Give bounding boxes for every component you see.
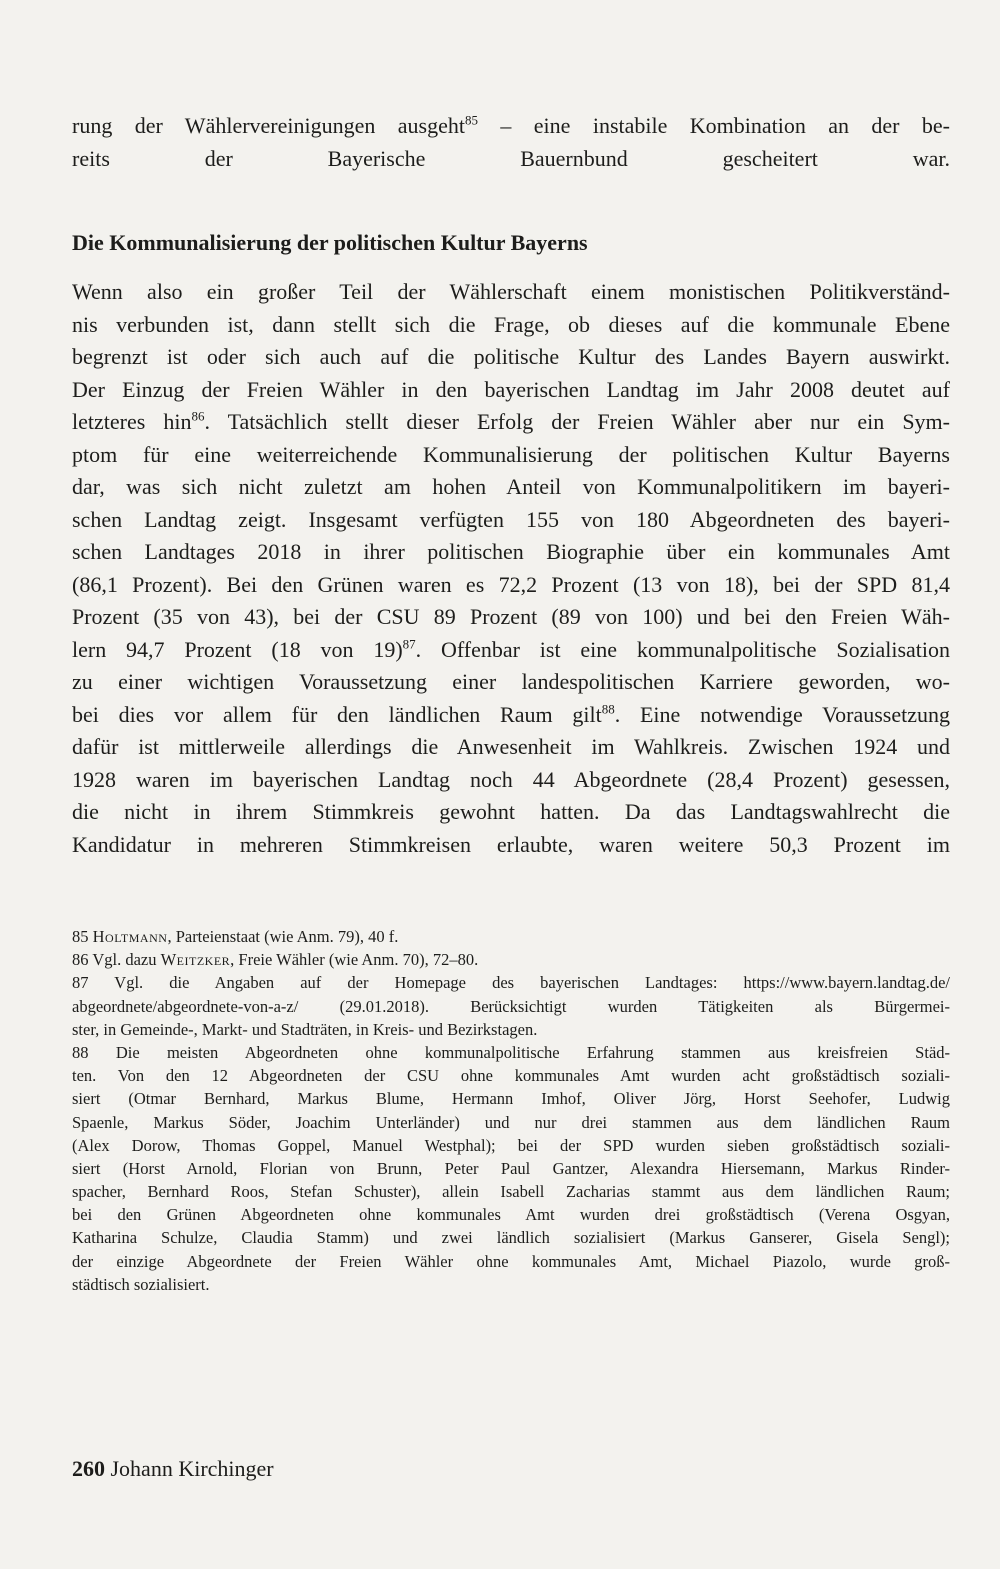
text-line: lern 94,7 Prozent (18 von 19)$^{87}$. Offenbar ist eine kommunalpolitische Sozialisation (72, 636, 950, 662)
text-line: Der Einzug der Freien Wähler in den bayerischen Landtag im Jahr 2008 deutet auf (72, 376, 950, 402)
footnote-ref-85: 85 (465, 112, 478, 128)
text-line: reits der Bayerische Bauernbund gescheitert war. (72, 145, 950, 171)
intro-paragraph (72, 110, 950, 175)
body-paragraph (72, 276, 950, 861)
text-line: dar, was sich nicht zuletzt am hohen Anteil von Kommunalpolitikern im bayeri- (72, 474, 950, 499)
footnote-88-cont: spacher, Bernhard Roos, Stefan Schuster), allein Isabell Zacharias stammt aus dem ländlichen Raum; (72, 1182, 950, 1202)
footnote-88-cont: Katharina Schulze, Claudia Stamm) und zwei ländlich sozialisiert (Markus Ganserer, Gisela Sengl); (72, 1228, 950, 1248)
running-author: Johann Kirchinger (110, 1456, 274, 1481)
footnote-ref-87: 87 (402, 636, 416, 652)
footnote-ref-88: 88 (601, 701, 615, 717)
text-line: Kandidatur in mehreren Stimmkreisen erlaubte, waren weitere 50,3 Prozent im (72, 831, 950, 857)
footnote-88-cont: städtisch sozialisiert. (72, 1274, 210, 1294)
text-line: schen Landtag zeigt. Insgesamt verfügten 155 von 180 Abgeordneten des bayeri- (72, 506, 950, 532)
text-line: rung der Wählervereinigungen ausgeht$^{85}$ – eine instabile Kombination an der be- (72, 112, 950, 138)
footnote-85: 85 Holtmann, Parteienstaat (wie Anm. 79), 40 f. (72, 927, 399, 946)
text-line: Prozent (35 von 43), bei der CSU 89 Prozent (89 von 100) und bei den Freien Wäh- (72, 604, 950, 629)
text-line: ptom für eine weiterreichende Kommunalisierung der politischen Kultur Bayerns (72, 441, 950, 467)
footnote-87: 87 Vgl. die Angaben auf der Homepage des bayerischen Landtages: https://www.bayern.landtag.de/ (72, 973, 950, 993)
page-number: 260 (72, 1456, 105, 1481)
text-line: schen Landtages 2018 in ihrer politischen Biographie über ein kommunales Amt (72, 539, 950, 564)
footnote-88-cont: Spaenle, Markus Söder, Joachim Unterländer) und nur drei stammen aus dem ländlichen Raum (72, 1112, 950, 1132)
footnote-87-cont: abgeordnete/abgeordnete-von-a-z/ (29.01.2018). Berücksichtigt wurden Tätigkeiten als Bürgermei- (72, 996, 950, 1016)
footnote-88-cont: bei den Grünen Abgeordneten ohne kommunales Amt wurden drei großstädtisch (Verena Osgyan, (72, 1205, 950, 1225)
footnote-ref-86: 86 (191, 408, 205, 424)
section-heading: Die Kommunalisierung der politischen Kultur Bayerns (72, 230, 588, 255)
text-line: dafür ist mittlerweile allerdings die Anwesenheit im Wahlkreis. Zwischen 1924 und (72, 734, 950, 759)
footnote-87-cont: ster, in Gemeinde-, Markt- und Stadträten, in Kreis- und Bezirkstagen. (72, 1019, 538, 1039)
footnote-88: 88 Die meisten Abgeordneten ohne kommunalpolitische Erfahrung stammen aus kreisfreien Städ- (72, 1042, 950, 1062)
text-line: letzteres hin$^{86}$. Tatsächlich stellt dieser Erfolg der Freien Wähler aber nur ein Sym- (72, 408, 950, 434)
text-line: begrenzt ist oder sich auch auf die politische Kultur des Landes Bayern auswirkt. (72, 344, 950, 369)
footnote-88-cont: siert (Horst Arnold, Florian von Brunn, Peter Paul Gantzer, Alexandra Hiersemann, Markus Rinder- (72, 1158, 950, 1178)
text-line: zu einer wichtigen Voraussetzung einer landespolitischen Karriere geworden, wo- (72, 669, 950, 694)
text-line: 1928 waren im bayerischen Landtag noch 44 Abgeordnete (28,4 Prozent) gesessen, (72, 766, 950, 792)
text-line: bei dies vor allem für den ländlichen Raum gilt$^{88}$. Eine notwendige Voraussetzung (72, 701, 950, 727)
footnote-86: 86 Vgl. dazu Weitzker, Freie Wähler (wie Anm. 70), 72–80. (72, 950, 479, 970)
text-line: nis verbunden ist, dann stellt sich die Frage, ob dieses auf die kommunale Ebene (72, 311, 950, 337)
footnote-88-cont: (Alex Dorow, Thomas Goppel, Manuel Westphal); bei der SPD wurden sieben großstädtisch soziali- (72, 1135, 950, 1155)
text-line: die nicht in ihrem Stimmkreis gewohnt hatten. Da das Landtagswahlrecht die (72, 799, 950, 824)
footnotes (72, 925, 950, 1296)
footnote-88-cont: ten. Von den 12 Abgeordneten der CSU ohne kommunales Amt wurden acht großstädtisch soziali- (72, 1066, 950, 1086)
text-line: Wenn also ein großer Teil der Wählerschaft einem monistischen Politikverständ- (72, 279, 950, 304)
footnote-88-cont: der einzige Abgeordnete der Freien Wähler ohne kommunales Amt, Michael Piazolo, wurde groß- (72, 1251, 950, 1271)
text-line: (86,1 Prozent). Bei den Grünen waren es 72,2 Prozent (13 von 18), bei der SPD 81,4 (72, 571, 950, 597)
running-footer (72, 1456, 274, 1482)
footnote-88-cont: siert (Otmar Bernhard, Markus Blume, Hermann Imhof, Oliver Jörg, Horst Seehofer, Ludwig (72, 1089, 950, 1109)
